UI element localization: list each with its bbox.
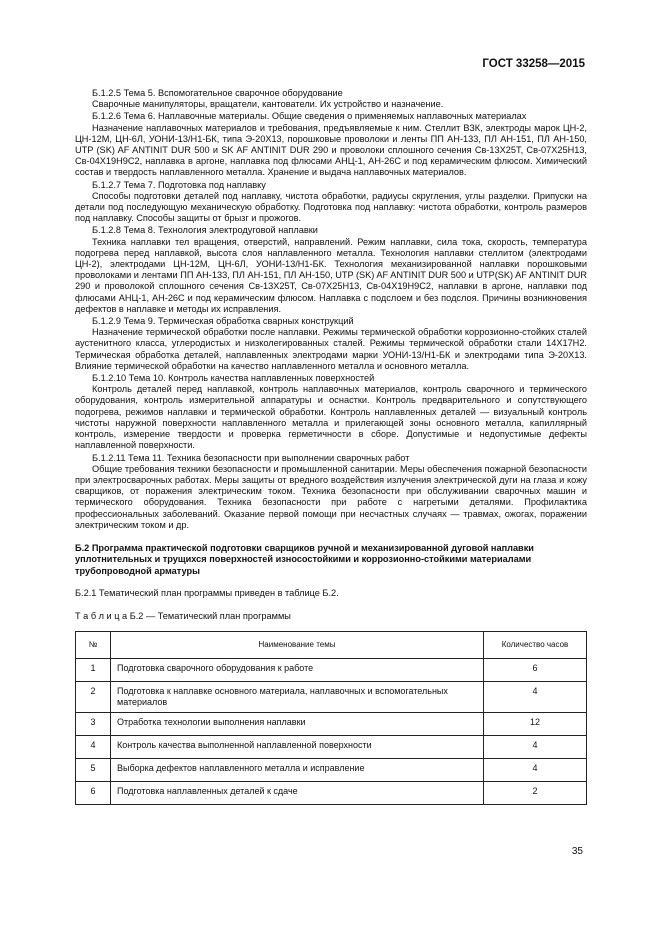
row-hours: 4: [484, 681, 587, 712]
row-hours: 2: [484, 781, 587, 804]
table-caption: Т а б л и ц а Б.2 — Тематический план программы: [75, 610, 291, 621]
row-number: 2: [76, 681, 111, 712]
section-b2-heading: Б.2 Программа практической подготовки сварщиков ручной и механизированной дуговой наплавки уплотнительных и трущихся поверхностей износостойкими и коррозионно-стойкими материалами трубопроводной арматуры: [75, 542, 534, 576]
table-row: [76, 658, 587, 681]
header-number: №: [76, 631, 111, 658]
row-hours: 6: [484, 658, 587, 681]
row-number: 1: [76, 658, 111, 681]
row-topic: Подготовка сварочного оборудования к работе: [111, 658, 484, 681]
subsection-heading: Б.1.2.8 Тема 8. Технология электродуговой наплавки: [92, 225, 318, 236]
paragraph: Сварочные манипуляторы, вращатели, кантователи. Их устройство и назначение.: [92, 99, 444, 110]
subsection-heading: Б.1.2.11 Тема 11. Техника безопасности при выполнении сварочных работ: [92, 452, 410, 463]
row-hours: 4: [484, 758, 587, 781]
row-number: 3: [76, 712, 111, 735]
section-b21-text: Б.2.1 Тематический план программы приведен в таблице Б.2.: [75, 588, 339, 599]
table-row: [76, 681, 587, 712]
row-number: 4: [76, 735, 111, 758]
table-row: [76, 758, 587, 781]
table-header-row: [76, 631, 587, 658]
document-header: ГОСТ 33258—2015: [482, 58, 585, 70]
header-topic: Наименование темы: [111, 631, 484, 658]
row-topic: Выборка дефектов наплавленного металла и исправление: [111, 758, 484, 781]
subsection-heading: Б.1.2.9 Тема 9. Термическая обработка сварных конструкций: [92, 316, 354, 327]
table-row: [76, 735, 587, 758]
table-row: [76, 712, 587, 735]
paragraphs: [75, 88, 587, 531]
row-hours: 12: [484, 712, 587, 735]
paragraph: Способы подготовки деталей под наплавку, чистота обработки, радиусы скругления, углы разделки. Припуски на детали под последующую механическую обработку. Подготовка под наплавку: чистота обработки, контроль размеров под наплавку. Способы защиты от брызг и прожогов.: [75, 190, 587, 224]
row-number: 6: [76, 781, 111, 804]
row-hours: 4: [484, 735, 587, 758]
thematic-plan-table: [75, 631, 587, 805]
page-number: 35: [571, 846, 583, 857]
header-hours: Количество часов: [484, 631, 587, 658]
subsection-heading: Б.1.2.10 Тема 10. Контроль качества наплавленных поверхностей: [92, 373, 375, 384]
row-topic: Контроль качества выполненной наплавленной поверхности: [111, 735, 484, 758]
paragraph: Контроль деталей перед наплавкой, контроль наплавочных материалов, контроль сварочного и термического оборудования, контроль измерительной аппаратуры и оснастки. Контроль предварительного и сопутствующего подогрева, режимов наплавки и термической обработки. Контроль наплавленных деталей — визуальный контроль чистоты наружной поверхности наплавленного металла и прилегающей зоны основного металла, капиллярный контроль, измерение твердости и проверка герметичности в сборе. Допустимые и недопустимые дефекты наплавленной поверхности.: [75, 384, 587, 451]
paragraph: Назначение наплавочных материалов и требования, предъявляемые к ним. Стеллит ВЗК, электроды марок ЦН-2, ЦН-12М, ЦН-6Л, УОНИ-13/Н1-БК, типа Э-20Х13, порошковые проволоки и ленты ПП АН-133, ПЛ АН-151, ПЛ АН-150, UTP (SK) AF ANTINIT DUR 500 и SK AF ANTINIT DUR 290 и проволоки сплошного сечения Св-13Х25Т, Св-07Х25Н13, Св-04Х19Н9С2, наплавка в аргоне, наплавка под флюсами АНЦ-1, АН-26С и под керамическим флюсом. Химический состав и твердость наплавленного металла. Хранение и выдача наплавочных материалов.: [75, 122, 587, 178]
row-topic: Подготовка наплавленных деталей к сдаче: [111, 781, 484, 804]
paragraph: Назначение термической обработки после наплавки. Режимы термической обработки коррозионно-стойких сталей аустенитного класса, углеродистых и низколегированных сталей. Режимы термической обработки стали 14Х17Н2. Термическая обработка деталей, наплавленных электродами марки УОНИ-13/Н1-БК и электродами типа Э-20Х13. Влияние термической обработки на качество наплавленного металла и основного металла.: [75, 327, 587, 371]
table-row: [76, 781, 587, 804]
row-number: 5: [76, 758, 111, 781]
subsection-heading: Б.1.2.7 Тема 7. Подготовка под наплавку: [92, 179, 266, 190]
subsection-heading: Б.1.2.5 Тема 5. Вспомогательное сварочное оборудование: [92, 88, 343, 98]
subsection-heading: Б.1.2.6 Тема 6. Наплавочные материалы. Общие сведения о применяемых наплавочных материалах: [92, 111, 527, 122]
paragraph: Техника наплавки тел вращения, отверстий, направлений. Режим наплавки, сила тока, скорость, температура подогрева перед наплавкой, высота слоя наплавленного металла. Технология наплавки стеллитом (электродами ЦН-2), электродами ЦН-12М, ЦН-6Л, УОНИ-13/Н1-БК. Технология механизированной наплавки порошковыми проволоками и лентами ПП АН-133, ПЛ АН-151, ПЛ АН-150, UTP (SK) AF ANTINIT DUR 500 и UTP(SK) AF ANTINIT DUR 290 и проволокой сплошного сечения Св-13Х25Т, Св-07Х25Н13, Св-04Х19Н9С2, наплавки в аргоне, наплавки под флюсами АНЦ-1, АН-26С и под керамическим флюсом. Наплавка с подслоем и без подслоя. Причины возникновения дефектов в наплавке и методы их исправления.: [75, 236, 587, 314]
document-body: [75, 87, 587, 805]
paragraph: Общие требования техники безопасности и промышленной санитарии. Меры обеспечения пожарной безопасности при электросварочных работах. Меры защиты от вредного воздействия излучения электрической дуги на глаза и кожу сварщиков, от поражения электрическим током. Техника безопасности при обслуживании сварочных машин и термического оборудования. Техника безопасности при работе с нагретыми деталями. Профилактика профессиональных заболеваний. Оказание первой помощи при несчастных случаях — травмах, ожогах, поражении электрическим током и др.: [75, 463, 587, 530]
row-topic: Отработка технологии выполнения наплавки: [111, 712, 484, 735]
row-topic: Подготовка к наплавке основного материала, наплавочных и вспомогательных материалов: [111, 681, 484, 712]
